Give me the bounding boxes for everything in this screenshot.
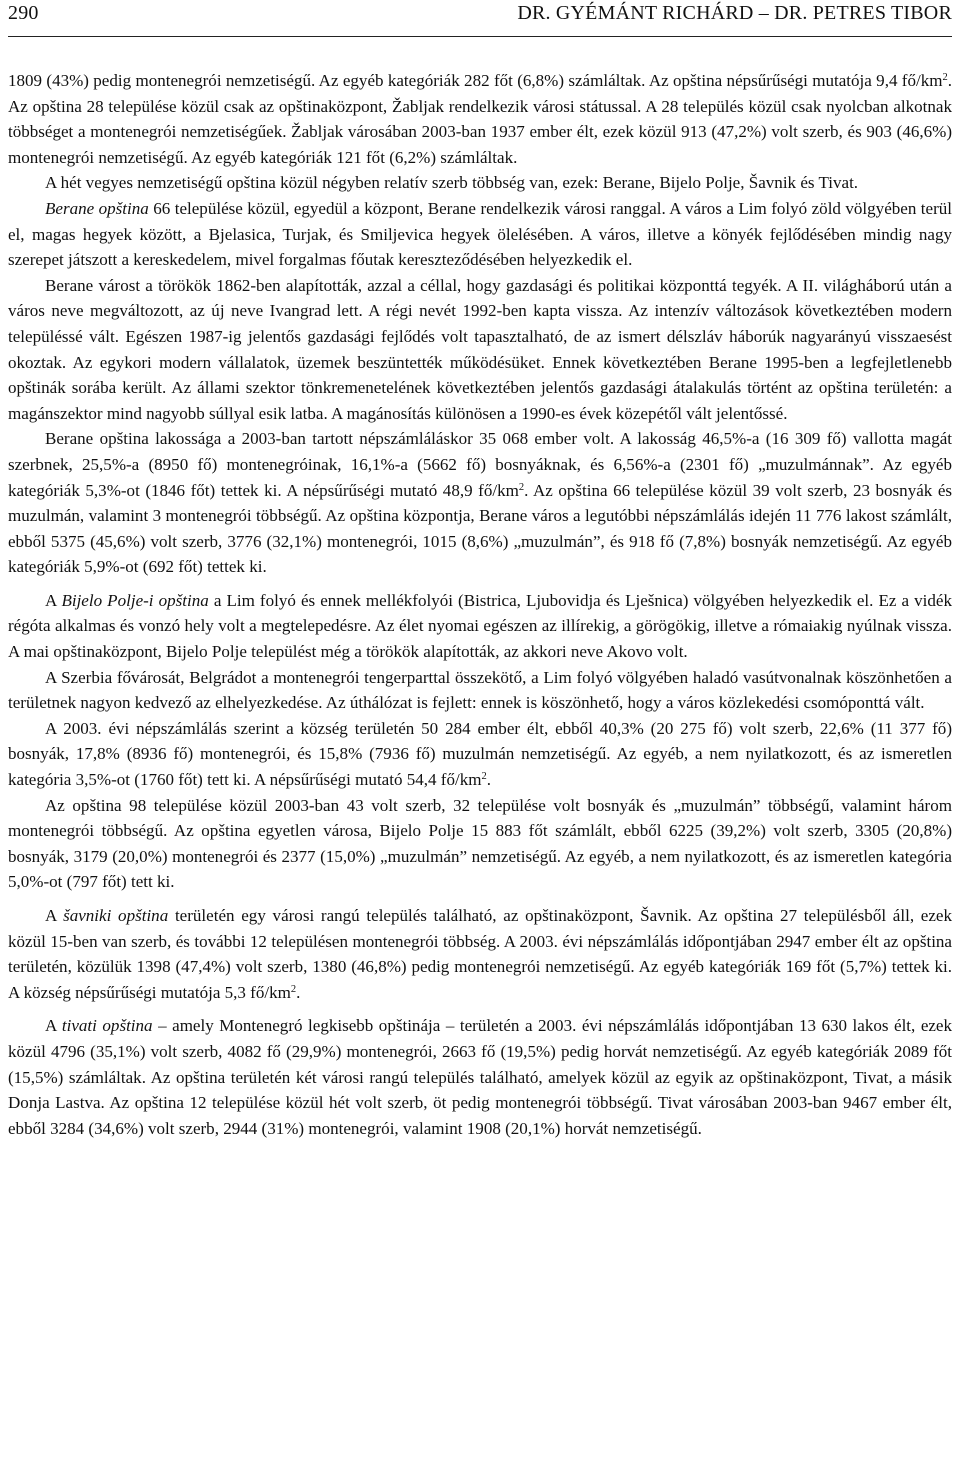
superscript: 2 (518, 481, 525, 493)
paragraph-text: . (486, 770, 491, 790)
paragraph-p8 (8, 716, 952, 793)
paragraph-p9 (8, 793, 952, 895)
paragraph-p1 (8, 68, 952, 170)
paragraph-text: A hét vegyes nemzetiségű opština közül négyben relatív szerb többség van, ezek: Berane, Bijelo Polje, Šavnik és Tivat. (45, 173, 859, 193)
paragraph-p11 (8, 1013, 952, 1141)
body-text (8, 68, 952, 1141)
paragraph-text: Az opština 98 települése közül 2003-ban 43 volt szerb, 32 települése volt bosnyák és „muzulmán” többségű, valamint három montenegrói többségű. Az opština egyetlen városa, Bijelo Polje 15 883 főt számlált, ebből 6225 (39,2%) volt szerb, 3305 (20,8%) bosnyák, 3179 (20,0%) montenegrói és 2377 (15,0%) „muzulmán” nemzetiségű. Az egyéb, a nem nyilatkozott, és az ismeretlen kategória 5,0%-ot (797 főt) tett ki. (8, 795, 952, 892)
paragraph-text: a Lim folyó és ennek mellékfolyói (Bistrica, Ljubovidja és Lješnica) völgyében helyezkedik el. Ez a vidék régóta alkalmas és vonzó hely volt a megtelepedésre. Az élet nyomai egészen az illírekig, a görögökig, illetve a rómaiakig nyúlnak vissza. A mai opštinaközpont, Bijelo Polje települést még a törökök alapították, az akkori neve Akovo volt. (8, 590, 952, 662)
paragraph-text: 66 települése közül, egyedül a központ, Berane rendelkezik városi ranggal. A város a Lim folyó zöld völgyében terül el, magas hegyek között, a Bjelasica, Turjak, és Smiljevica hegyek ölelésében. A város, illetve a könyék fejlődésében mindig nagy szerepet játszott a kereskedelem, mivel forgalmas főutak kereszteződésében helyezkedik el. (8, 198, 953, 270)
italic-term: Bijelo Polje-i opština (61, 590, 209, 610)
italic-term: Berane opština (45, 198, 149, 218)
paragraph-text: . (296, 982, 301, 1002)
paragraph-p5 (8, 426, 952, 580)
paragraph-p3 (8, 196, 952, 273)
page-number: 290 (8, 2, 39, 24)
header-rule (8, 36, 952, 37)
paragraph-p6 (8, 588, 952, 665)
paragraph-text: . Az opština 28 települése közül csak az opštinaközpont, Žabljak rendelkezik városi státussal. A 28 település közül csak nyolcban alkotnak többséget a montenegrói nemzetiségűek. Žabljak városában 2003-ban 1937 ember élt, ezek közül 913 (47,2%) volt szerb, és 903 (46,6%) montenegrói nemzetiségű. Az egyéb kategóriák 121 főt (6,2%) számláltak. (8, 71, 952, 167)
running-header (8, 0, 952, 36)
paragraph-text: Berane várost a törökök 1862-ben alapították, azzal a céllal, hogy gazdasági és politikai központtá tegyék. A II. világháború után a város neve megváltozott, az új neve Ivangrad lett. A régi nevét 1992-ben kapta vissza. Az intenzív változások következtében modern településsé vált. Egészen 1987-ig jelentős gazdasági fejlődés volt tapasztalható, de az ismert délszláv háborúk nagyarányú visszaesést okoztak. Az egykori modern vállalatok, üzemek beszüntették működésüket. Ennek következtében Berane 1995-ben a legfejletlenebb opštinák sorába került. Az állami szektor tönkremenetelének következtében jelentős gazdasági átalakulás történt az opština területén: a magánszektor mind nagyobb súllyal esik latba. A magánosítás különösen a 1990-es évek közepétől vált jelentőssé. (8, 275, 952, 423)
superscript: 2 (481, 771, 487, 783)
header-authors: DR. GYÉMÁNT RICHÁRD – DR. PETRES TIBOR (517, 2, 952, 24)
paragraph-text: Berane opština lakossága a 2003-ban tartott népszámláláskor 35 068 ember volt. A lakosság 46,5%-a (16 309 fő) vallotta magát szerbnek, 25,5%-a (8950 fő) montenegróinak, 16,1%-a (5662 fő) bosnyáknak, és 6,56%-a (2301 fő) „muzulmánnak”. Az egyéb kategóriák 5,3%-ot (1846 főt) tettek ki. A népsűrűségi mutató 48,9 fő/km (8, 429, 952, 500)
paragraph-text: . Az opština 66 települése közül 39 volt szerb, 23 bosnyák és muzulmán, valamint 3 montenegrói többségű. Az opština központja, Berane város a legutóbbi népszámlálás idején 11 776 lakost számlált, ebből 5375 (45,6%) volt szerb, 3776 (32,1%) montenegrói, 1015 (8,6%) „muzulmán”, és 918 fő (7,8%) bosnyák nemzetiségű. Az egyéb kategóriák 5,9%-ot (692 főt) tettek ki. (8, 480, 953, 577)
paragraph-text: A Szerbia fővárosát, Belgrádot a montenegrói tengerparttal összekötő, a Lim folyó völgyében haladó vasútvonalnak köszönhetően a területnek nagyon kedvező az elhelyezkedése. Az úthálózat is fejlett: ennek is köszönhető, hogy a város közlekedési csomóponttá vált. (8, 667, 952, 713)
paragraph-text: területén egy városi rangú település található, az opštinaközpont, Šavnik. Az opština 27 településből áll, ezek közül 15-ben van szerb, és további 12 településen montenegrói többség. A 2003. évi népszámlálás időpontjában 2947 ember élt az opština területén, közülük 1398 (47,4%) volt szerb, 1380 (46,8%) pedig montenegrói nemzetiségű. Az egyéb kategóriák 169 főt (5,7%) tettek ki. A község népsűrűségi mutatója 5,3 fő/km (8, 906, 952, 1002)
superscript: 2 (290, 983, 297, 995)
paragraph-text: A 2003. évi népszámlálás szerint a község területén 50 284 ember élt, ebből 40,3% (20 275 fő) volt szerb, 22,6% (11 377 fő) bosnyák, 17,8% (8936 fő) montenegrói, és 15,8% (7936 fő) muzulmán nemzetiségű. Az egyéb, a nem nyilatkozott, és az ismeretlen kategória 3,5%-ot (1760 főt) tett ki. A népsűrűségi mutató 54,4 fő/km (8, 718, 952, 790)
paragraph-text: A (45, 590, 62, 610)
superscript: 2 (942, 72, 948, 83)
italic-term: šavniki opština (63, 906, 169, 925)
paragraph-p10 (8, 903, 952, 1005)
paragraph-text: A (45, 1016, 62, 1036)
paragraph-text: – amely Montenegró legkisebb opštinája – területén a 2003. évi népszámlálás időpontjában 13 630 lakos élt, ezek közül 4796 (35,1%) volt szerb, 4082 fő (29,9%) montenegrói, 2663 fő (19,5%) pedig horvát nemzetiségű. Az egyéb kategóriák 2089 főt (15,5%) számláltak. Az opština területén két városi rangú település található, amelyek közül az egyik az opštinaközpont, Tivat, a másik Donja Lastva. Az opština 12 települése közül hét volt szerb, öt pedig montenegrói többségű. Tivat városában 2003-ban 9467 ember élt, ebből 3284 (34,6%) volt szerb, 2944 (31%) montenegrói, valamint 1908 (20,1%) horvát nemzetiségű. (8, 1016, 953, 1138)
paragraph-text: A (45, 906, 64, 925)
italic-term: tivati opština (61, 1016, 153, 1036)
paragraph-p4 (8, 273, 952, 427)
paragraph-p7 (8, 665, 952, 716)
paragraph-p2 (8, 170, 952, 196)
paragraph-text: 1809 (43%) pedig montenegrói nemzetiségű. Az egyéb kategóriák 282 főt (6,8%) számláltak. Az opština népsűrűségi mutatója 9,4 fő/km (8, 71, 943, 90)
